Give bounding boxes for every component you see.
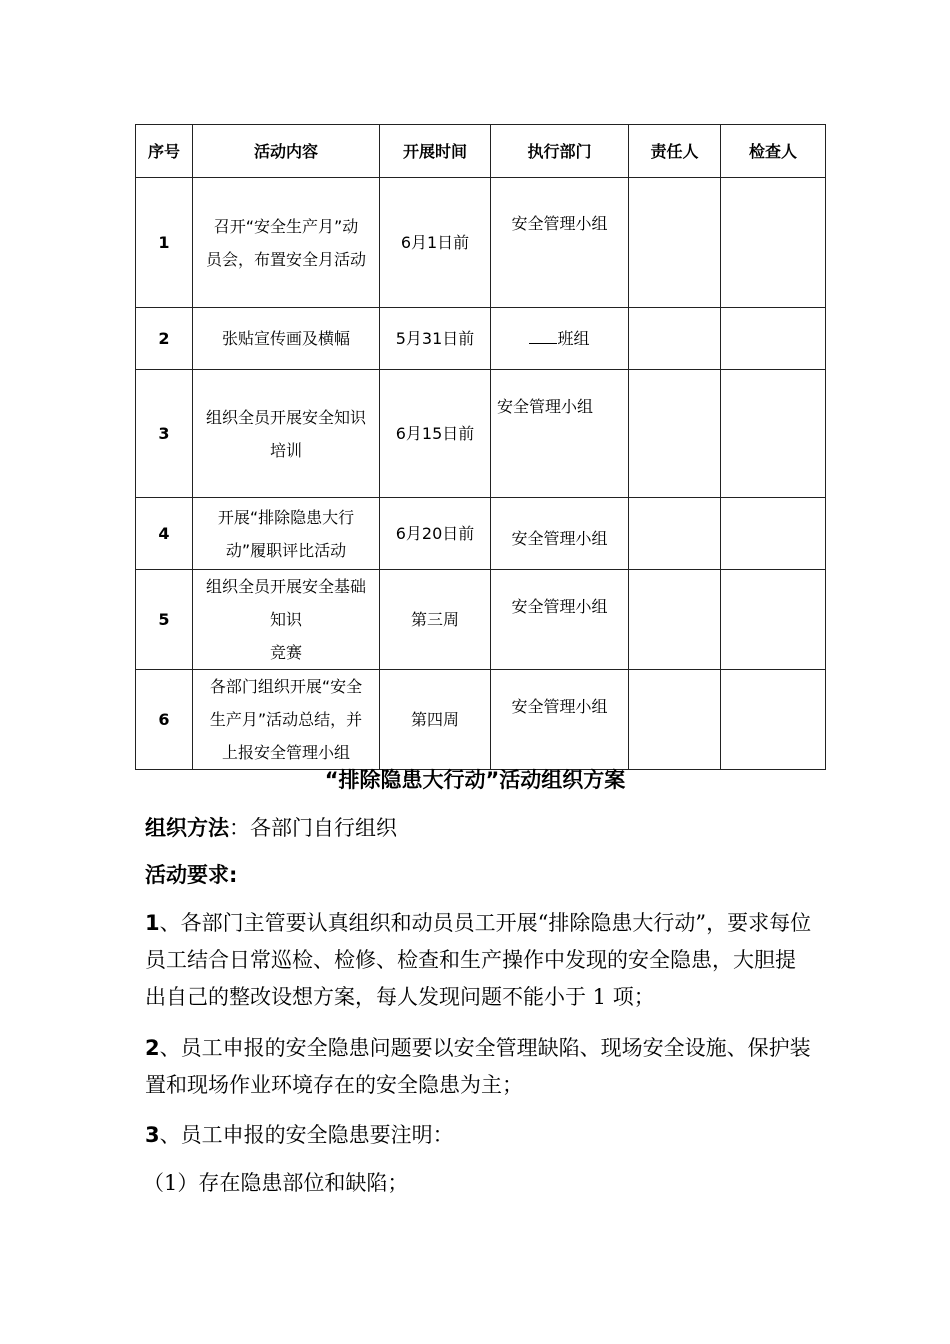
dept-text: 安全管理小组 bbox=[511, 214, 608, 233]
item-text: 、员工申报的安全隐患要注明： bbox=[159, 1123, 454, 1147]
header-checker: 检查人 bbox=[721, 125, 826, 178]
row-checker bbox=[721, 498, 826, 570]
content-line: 培训 bbox=[269, 440, 302, 460]
content-line: 生产月”活动总结，并 bbox=[209, 710, 363, 729]
row-time: 第四周 bbox=[380, 670, 491, 770]
table-row bbox=[136, 498, 826, 570]
row-checker bbox=[721, 570, 826, 670]
row-no: 6 bbox=[136, 670, 193, 770]
requirements-heading: 活动要求: bbox=[145, 863, 238, 887]
content-line: 知识 bbox=[269, 610, 302, 629]
row-dept bbox=[491, 670, 629, 770]
dept-text: 班组 bbox=[557, 329, 590, 348]
activity-table bbox=[135, 124, 826, 770]
content-line: 各部门组织开展“安全 bbox=[209, 677, 363, 696]
content-line: 张贴宣传画及横幅 bbox=[221, 329, 350, 348]
row-no: 3 bbox=[136, 370, 193, 498]
blank-underline bbox=[529, 343, 557, 344]
row-owner bbox=[629, 570, 721, 670]
requirement-3-sub-1: （1）存在隐患部位和缺陷； bbox=[143, 1171, 409, 1195]
row-dept bbox=[491, 370, 629, 498]
row-time: 5月31日前 bbox=[380, 308, 491, 370]
row-checker bbox=[721, 308, 826, 370]
row-content bbox=[193, 370, 380, 498]
table-header-row bbox=[136, 125, 826, 178]
item-text: 、员工申报的安全隐患问题要以安全管理缺陷、现场安全设施、保护装置和现场作业环境存在的安全隐患为主； bbox=[145, 1036, 811, 1097]
row-content bbox=[193, 308, 380, 370]
method-line bbox=[145, 810, 815, 847]
row-content bbox=[193, 670, 380, 770]
row-checker bbox=[721, 670, 826, 770]
row-content bbox=[193, 498, 380, 570]
row-dept bbox=[491, 570, 629, 670]
table-row bbox=[136, 178, 826, 308]
content-line: 组织全员开展安全基础 bbox=[205, 577, 366, 596]
header-dept: 执行部门 bbox=[491, 125, 629, 178]
dept-text: 安全管理小组 bbox=[511, 697, 608, 716]
content-line: 动”履职评比活动 bbox=[225, 540, 347, 560]
row-time: 6月20日前 bbox=[380, 498, 491, 570]
header-time: 开展时间 bbox=[380, 125, 491, 178]
content-line: 上报安全管理小组 bbox=[221, 743, 350, 762]
table-row bbox=[136, 570, 826, 670]
content-line: 员会，布置安全月活动 bbox=[205, 249, 366, 269]
row-dept bbox=[491, 178, 629, 308]
content-line: 召开“安全生产月”动 bbox=[213, 216, 359, 236]
row-owner bbox=[629, 370, 721, 498]
row-content bbox=[193, 570, 380, 670]
table-row bbox=[136, 370, 826, 498]
item-text: 、各部门主管要认真组织和动员员工开展“排除隐患大行动”，要求每位员工结合日常巡检、检修、检查和生产操作中发现的安全隐患，大胆提出自己的整改设想方案，每人发现问题不能小于 1 项； bbox=[145, 911, 812, 1009]
row-time: 第三周 bbox=[380, 570, 491, 670]
header-no: 序号 bbox=[136, 125, 193, 178]
requirement-3 bbox=[145, 1117, 815, 1154]
dept-text: 安全管理小组 bbox=[511, 597, 608, 616]
content-line: 开展“排除隐患大行 bbox=[217, 507, 355, 527]
row-no: 2 bbox=[136, 308, 193, 370]
row-dept: 安全管理小组 bbox=[491, 498, 629, 570]
method-value: ：各部门自行组织 bbox=[229, 816, 397, 840]
row-owner bbox=[629, 670, 721, 770]
row-no: 4 bbox=[136, 498, 193, 570]
row-owner bbox=[629, 498, 721, 570]
row-no: 1 bbox=[136, 178, 193, 308]
row-checker bbox=[721, 370, 826, 498]
row-content bbox=[193, 178, 380, 308]
requirement-2 bbox=[145, 1030, 815, 1104]
content-line: 组织全员开展安全知识 bbox=[205, 407, 366, 427]
row-checker bbox=[721, 178, 826, 308]
method-label: 组织方法 bbox=[145, 816, 229, 840]
table-row bbox=[136, 308, 826, 370]
requirement-1 bbox=[145, 905, 815, 1016]
row-owner bbox=[629, 178, 721, 308]
dept-text: 安全管理小组 bbox=[497, 397, 594, 416]
item-number: 3 bbox=[145, 1123, 160, 1147]
row-owner bbox=[629, 308, 721, 370]
row-time: 6月1日前 bbox=[380, 178, 491, 308]
header-content: 活动内容 bbox=[193, 125, 380, 178]
item-number: 1 bbox=[145, 911, 160, 935]
section-title: “排除隐患大行动”活动组织方案 bbox=[324, 768, 626, 792]
item-number: 2 bbox=[145, 1036, 160, 1060]
content-line: 竞赛 bbox=[269, 643, 302, 662]
header-owner: 责任人 bbox=[629, 125, 721, 178]
row-dept bbox=[491, 308, 629, 370]
row-no: 5 bbox=[136, 570, 193, 670]
table-row bbox=[136, 670, 826, 770]
row-time: 6月15日前 bbox=[380, 370, 491, 498]
